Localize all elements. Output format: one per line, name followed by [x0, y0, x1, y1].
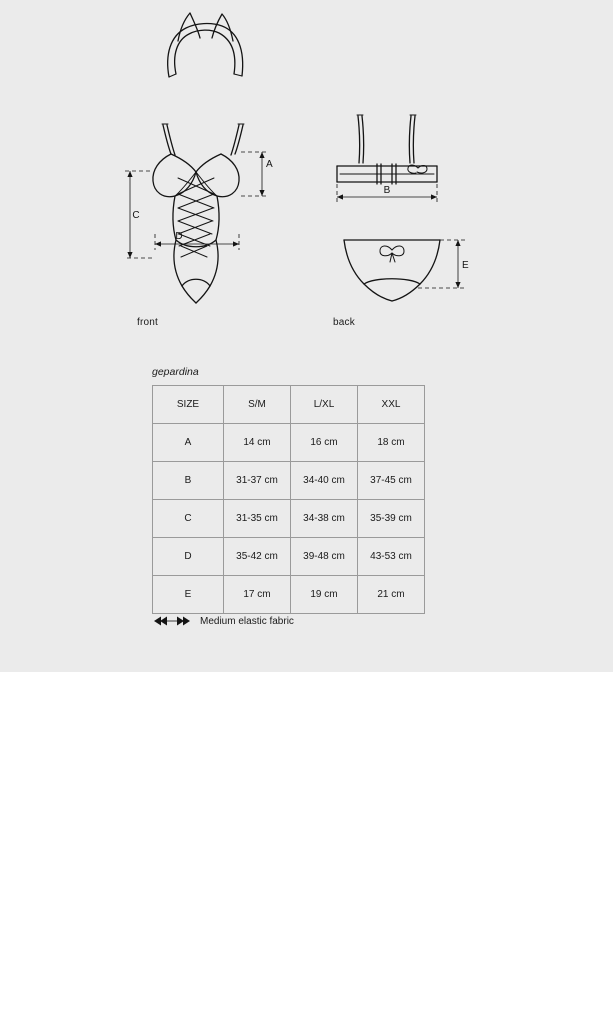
- cat-ear-headband-illustration: [168, 13, 243, 77]
- back-top-illustration: [337, 115, 437, 184]
- cell-a-lxl: 16 cm: [291, 424, 358, 462]
- cell-e-lxl: 19 cm: [291, 576, 358, 614]
- cell-d-sm: 35-42 cm: [224, 538, 291, 576]
- header-size: SIZE: [153, 386, 224, 424]
- row-label-e: E: [153, 576, 224, 614]
- front-view-caption: front: [137, 317, 159, 328]
- row-label-d: D: [153, 538, 224, 576]
- cell-e-sm: 17 cm: [224, 576, 291, 614]
- fabric-note: [152, 615, 294, 627]
- fabric-note-text: Medium elastic fabric: [200, 615, 294, 627]
- dimension-e-thong: [418, 240, 469, 288]
- header-xxl: XXL: [358, 386, 425, 424]
- cell-d-lxl: 39-48 cm: [291, 538, 358, 576]
- row-label-a: A: [153, 424, 224, 462]
- table-row: [153, 462, 425, 500]
- dimension-a-front: [241, 152, 273, 196]
- header-lxl: L/XL: [291, 386, 358, 424]
- cell-b-xxl: 37-45 cm: [358, 462, 425, 500]
- cell-c-lxl: 34-38 cm: [291, 500, 358, 538]
- cell-a-sm: 14 cm: [224, 424, 291, 462]
- svg-text:D: D: [175, 231, 183, 242]
- dimension-b-back: [337, 184, 437, 204]
- cell-a-xxl: 18 cm: [358, 424, 425, 462]
- table-header-row: [153, 386, 425, 424]
- svg-text:C: C: [132, 210, 140, 221]
- cell-c-xxl: 35-39 cm: [358, 500, 425, 538]
- cell-b-sm: 31-37 cm: [224, 462, 291, 500]
- cell-d-xxl: 43-53 cm: [358, 538, 425, 576]
- svg-text:E: E: [462, 260, 469, 271]
- back-view-caption: back: [333, 317, 355, 328]
- front-bodysuit-illustration: [153, 124, 244, 303]
- product-name: gepardina: [152, 366, 199, 378]
- thong-illustration: [344, 240, 440, 301]
- garment-illustrations: [0, 0, 613, 345]
- svg-text:A: A: [266, 159, 273, 170]
- row-label-c: C: [153, 500, 224, 538]
- table-row: [153, 538, 425, 576]
- table-row: [153, 500, 425, 538]
- table-row: [153, 424, 425, 462]
- cell-e-xxl: 21 cm: [358, 576, 425, 614]
- size-table: [152, 385, 425, 614]
- double-arrow-stretch-icon: [152, 615, 192, 627]
- table-row: [153, 576, 425, 614]
- svg-text:B: B: [383, 185, 391, 196]
- garment-technical-drawing: [0, 0, 613, 345]
- cell-c-sm: 31-35 cm: [224, 500, 291, 538]
- dimension-c-front: [124, 171, 152, 258]
- header-sm: S/M: [224, 386, 291, 424]
- row-label-b: B: [153, 462, 224, 500]
- cell-b-lxl: 34-40 cm: [291, 462, 358, 500]
